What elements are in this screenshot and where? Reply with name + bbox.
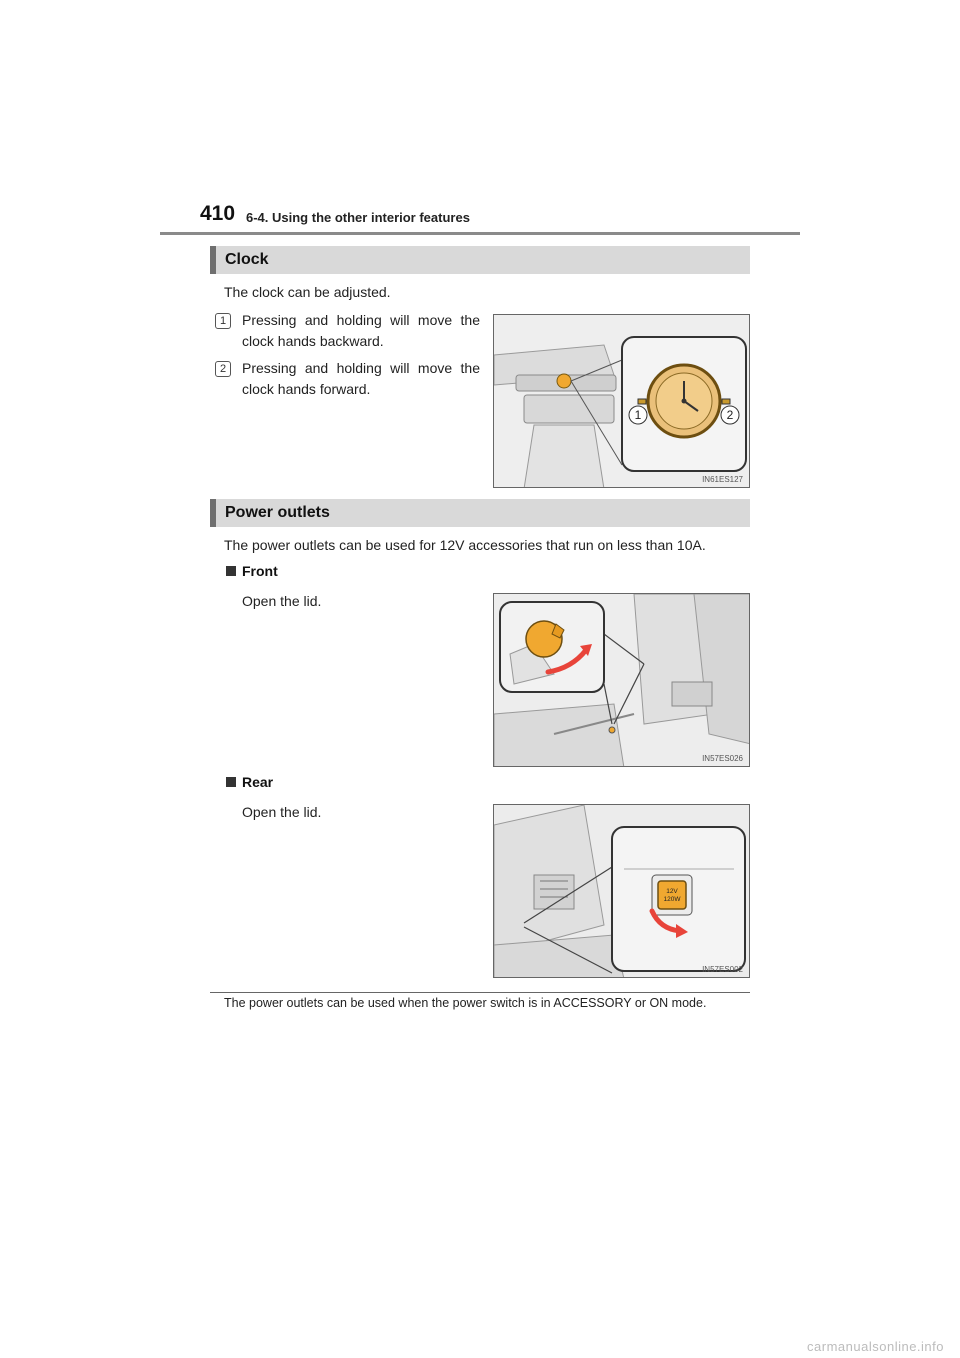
step-number-2: 2 [215, 361, 231, 377]
header-rule [160, 232, 800, 235]
section-title-clock: Clock [225, 251, 269, 268]
rear-instruction: Open the lid. [242, 804, 322, 820]
rear-outlet-illustration [493, 804, 750, 978]
section-title-power-outlets: Power outlets [225, 504, 330, 521]
figure-code-clock: IN61ES127 [702, 475, 743, 484]
rear-outlet-label-120w: 120W [663, 896, 681, 903]
power-outlets-intro: The power outlets can be used for 12V accessories that run on less than 10A. [224, 537, 706, 553]
callout-1: 1 [634, 408, 642, 422]
dashboard-clock-drawing [494, 315, 750, 488]
rear-outlet-drawing [494, 805, 750, 978]
callout-2: 2 [726, 408, 734, 422]
front-instruction: Open the lid. [242, 593, 322, 609]
front-outlet-drawing [494, 594, 750, 767]
chapter-title: 6-4. Using the other interior features [246, 210, 470, 225]
step-number-1: 1 [215, 313, 231, 329]
clock-intro: The clock can be adjusted. [224, 284, 391, 300]
subheading-front [226, 563, 278, 579]
watermark: carmanualsonline.info [807, 1339, 944, 1354]
subheading-rear [226, 774, 273, 790]
footnote-rule [210, 992, 750, 993]
footnote: The power outlets can be used when the power switch is in ACCESSORY or ON mode. [224, 996, 707, 1010]
front-outlet-illustration [493, 593, 750, 767]
page-number: 410 [200, 202, 236, 225]
step-text-1: Pressing and holding will move the clock hands backward. [242, 312, 480, 349]
clock-illustration [493, 314, 750, 488]
figure-code-front: IN57ES026 [702, 754, 743, 763]
step-text-2: Pressing and holding will move the clock hands forward. [242, 360, 480, 397]
section-bar-clock [210, 246, 750, 274]
figure-code-rear: IN57ES002 [702, 965, 743, 974]
square-bullet-icon [226, 566, 236, 576]
rear-outlet-label-12v: 12V [666, 888, 678, 895]
subheading-rear-label: Rear [242, 774, 274, 790]
square-bullet-icon [226, 777, 236, 787]
section-bar-power-outlets [210, 499, 750, 527]
subheading-front-label: Front [242, 563, 278, 579]
